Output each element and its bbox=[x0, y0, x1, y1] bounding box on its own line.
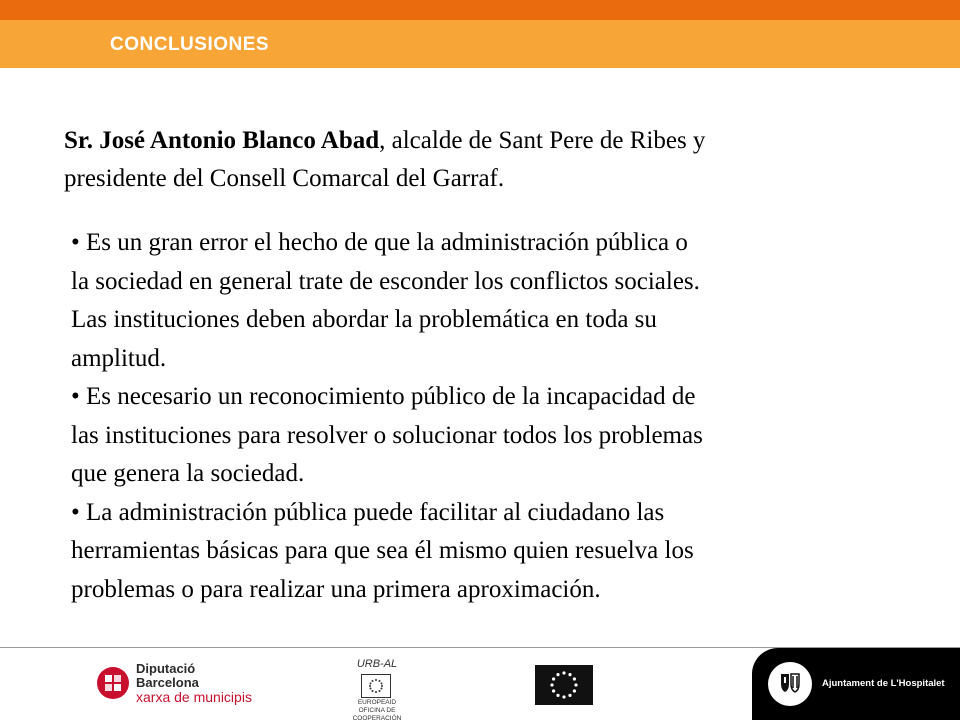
speaker-intro bbox=[64, 122, 904, 198]
urbal-sub2: OFICINA DE COOPERACIÓN bbox=[352, 707, 402, 722]
diputacio-emblem-icon bbox=[96, 666, 130, 700]
eu-stars-icon bbox=[361, 674, 391, 698]
bullet-line: problemas o para realizar una primera aproximación. bbox=[71, 575, 601, 603]
diputacio-line1: Diputació bbox=[136, 661, 196, 676]
eu-flag-icon bbox=[535, 665, 593, 705]
urbal-subtitle bbox=[352, 699, 402, 723]
speaker-role-line1: , alcalde de Sant Pere de Ribes y bbox=[379, 127, 706, 154]
bullet-item bbox=[71, 378, 891, 494]
ajuntament-emblem bbox=[768, 662, 812, 706]
speaker-role-line2: presidente del Consell Comarcal del Garraf. bbox=[64, 165, 505, 192]
urbal-sub1: EUROPEAID bbox=[357, 699, 397, 706]
bullet-line: que genera la sociedad. bbox=[71, 460, 305, 487]
conclusion-bullets bbox=[71, 224, 891, 609]
top-accent-strip bbox=[0, 0, 960, 20]
ajuntament-label: Ajuntament de L'Hospitalet bbox=[822, 678, 945, 689]
coat-of-arms-icon bbox=[768, 662, 812, 706]
speaker-name: Sr. José Antonio Blanco Abad bbox=[64, 127, 380, 154]
bullet-item bbox=[71, 224, 891, 378]
urbal-logo bbox=[352, 658, 402, 722]
bullet-line: • Es un gran error el hecho de que la administración pública o bbox=[71, 229, 688, 256]
bullet-line: herramientas básicas para que sea él mismo quien resuelva los bbox=[71, 537, 694, 564]
bullet-line: amplitud. bbox=[71, 344, 167, 372]
slide-section-title: CONCLUSIONES bbox=[110, 34, 270, 55]
ajuntament-logo bbox=[752, 648, 960, 720]
bullet-line: • La administración pública puede facilitar al ciudadano las bbox=[71, 498, 665, 526]
diputacio-line2: Barcelona bbox=[136, 675, 199, 690]
bullet-line: la sociedad en general trate de esconder los conflictos sociales. bbox=[71, 267, 700, 295]
bullet-line: Las instituciones deben abordar la problemática en toda su bbox=[71, 306, 657, 333]
diputacio-line3: xarxa de municipis bbox=[136, 689, 252, 705]
bullet-line: las instituciones para resolver o solucionar todos los problemas bbox=[71, 421, 703, 449]
bullet-item bbox=[71, 494, 891, 610]
urbal-title: URB-AL bbox=[356, 658, 398, 670]
bullet-line: • Es necesario un reconocimiento público de la incapacidad de bbox=[71, 383, 696, 410]
diputacio-logo bbox=[96, 662, 266, 710]
